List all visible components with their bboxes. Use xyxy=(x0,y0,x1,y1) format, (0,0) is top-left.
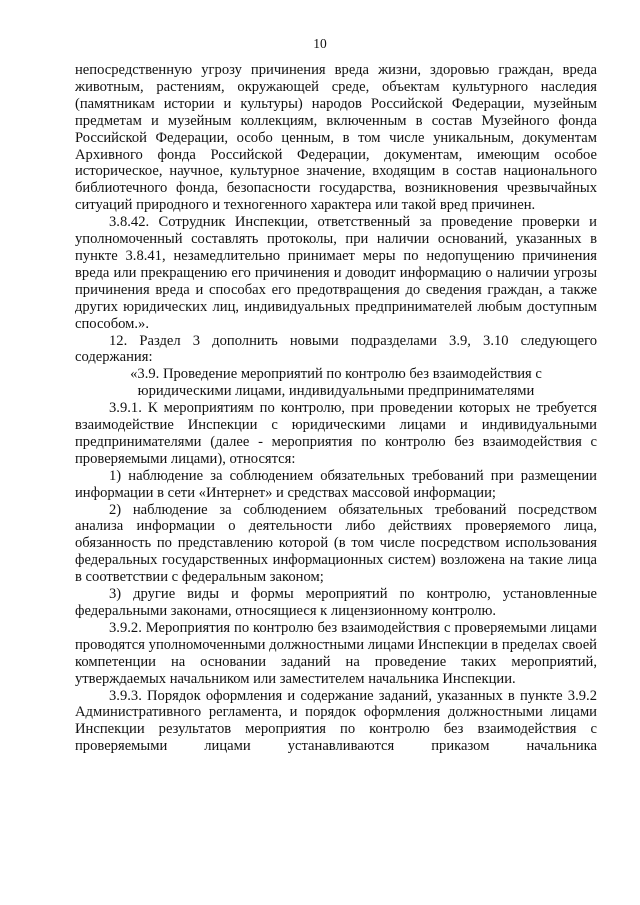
list-item-3: 3) другие виды и формы мероприятий по контролю, установленные федеральными законами, относящиеся к лицензионному контролю. xyxy=(75,586,597,619)
list-item-2: 2) наблюдение за соблюдением обязательных требований посредством анализа информации о деятельности либо действиях проверяемого лица, обязанность по представлению которой (в том числе посредством использования федеральных государственных информационных систем) возложена на такие лица в соответствии с федеральным законом; xyxy=(75,501,597,586)
paragraph-continuation: непосредственную угрозу причинения вреда жизни, здоровью граждан, вреда животным, растениям, окружающей среде, объектам культурного наследия (памятникам истории и культуры) народов Российской Федерации, музейным предметам и музейным коллекциям, включенным в состав Музейного фонда Российской Федерации, особо ценным, в том числе уникальным, документам Архивного фонда Российской Федерации, документам, имеющим особое историческое, научное, культурное значение, входящим в состав национального библиотечного фонда, безопасности государства, возникновения чрезвычайных ситуаций природного и техногенного характера или такой вред причинен. xyxy=(75,62,597,214)
list-item-1: 1) наблюдение за соблюдением обязательных требований при размещении информации в сети «Интернет» и средствах массовой информации; xyxy=(75,467,597,501)
page-number: 10 xyxy=(313,36,327,51)
section-heading-3-9: «3.9. Проведение мероприятий по контролю без взаимодействия с юридическими лицами, индивидуальными предпринимателями xyxy=(130,366,542,400)
paragraph-3-9-3: 3.9.3. Порядок оформления и содержание заданий, указанных в пункте 3.9.2 Административного регламента, и порядок оформления должностными лицами Инспекции результатов мероприятия по контролю без взаимодействия с проверяемыми лицами устанавливаются приказом начальника xyxy=(75,687,597,755)
document-body xyxy=(75,62,597,755)
paragraph-3-8-42: 3.8.42. Сотрудник Инспекции, ответственный за проведение проверки и уполномоченный составлять протоколы, при наличии оснований, указанных в пункте 3.8.41, незамедлительно принимает меры по недопущению причинения вреда или прекращению его причинения и доводит информацию о наличии угрозы причинения вреда и способах его предотвращения до сведения граждан, а также других юридических лиц, индивидуальных предпринимателей любым доступным способом.». xyxy=(75,214,597,332)
paragraph-3-9-2: 3.9.2. Мероприятия по контролю без взаимодействия с проверяемыми лицами проводятся уполномоченными должностными лицами Инспекции в пределах своей компетенции на основании заданий на проведение таких мероприятий, утверждаемых начальником или заместителем начальника Инспекции. xyxy=(75,619,597,687)
paragraph-item-12: 12. Раздел 3 дополнить новыми подразделами 3.9, 3.10 следующего содержания: xyxy=(75,332,597,366)
paragraph-3-9-1: 3.9.1. К мероприятиям по контролю, при проведении которых не требуется взаимодействие Инспекции с юридическими лицами и индивидуальными предпринимателями (далее - мероприятия по контролю без взаимодействия с проверяемыми лицами), относятся: xyxy=(75,400,597,467)
